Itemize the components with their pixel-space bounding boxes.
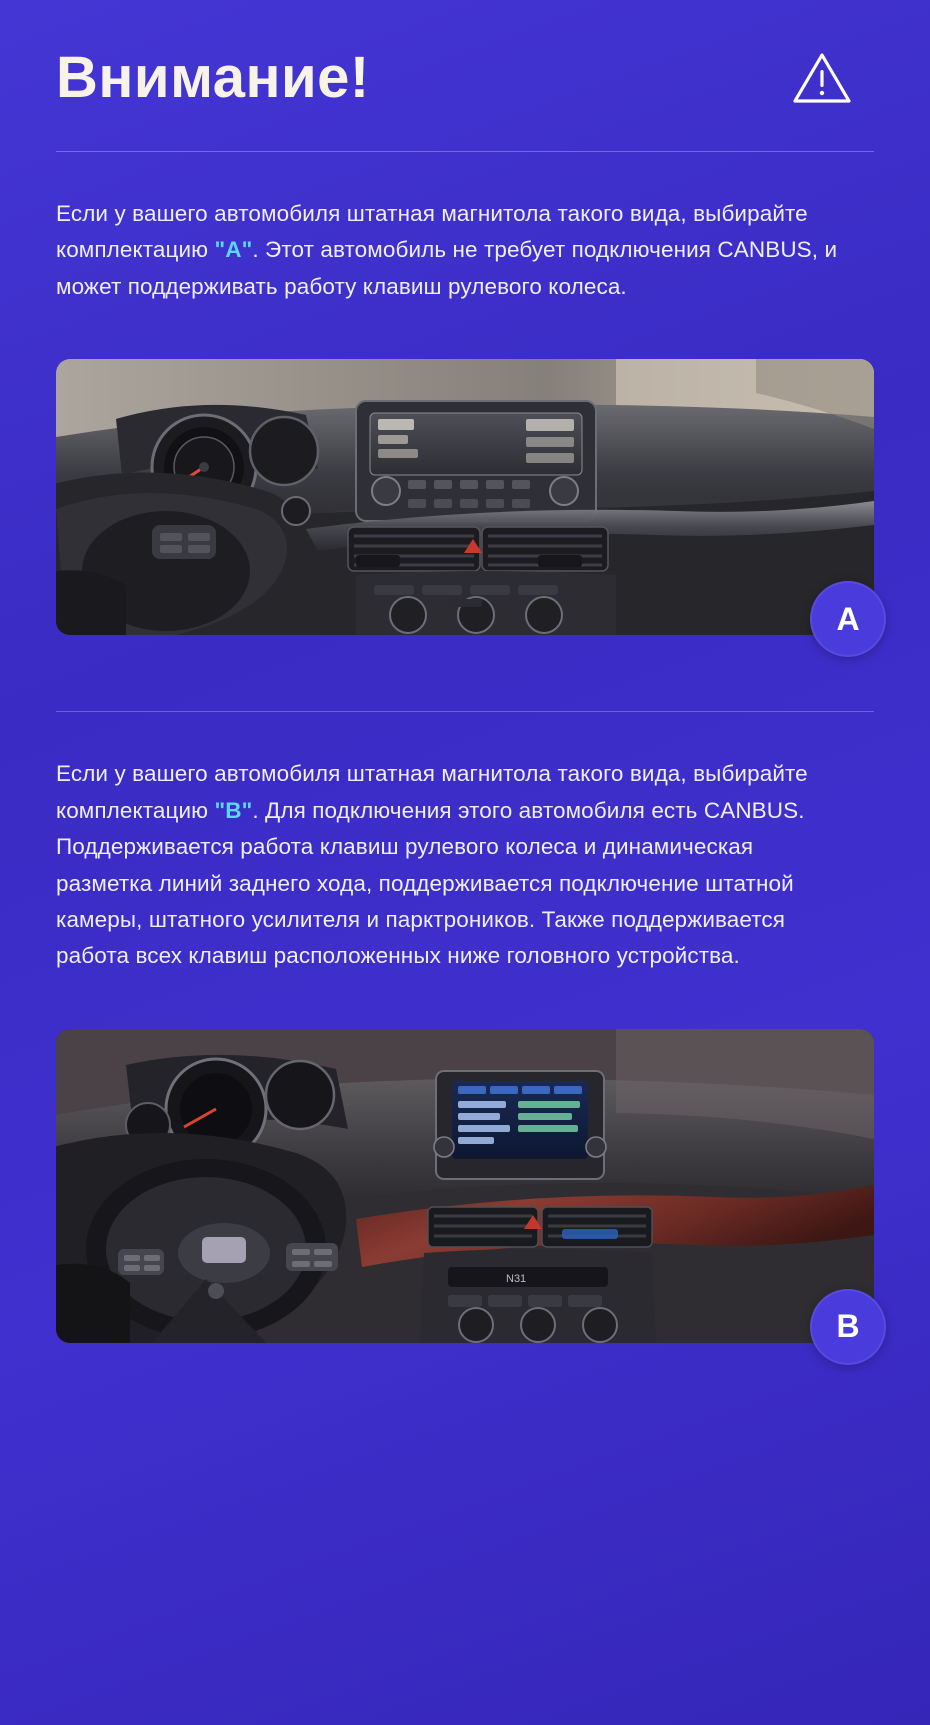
svg-text:N31: N31 xyxy=(506,1272,527,1285)
car-dashboard-photo-variant-a xyxy=(56,359,874,635)
paragraph-variant-b xyxy=(56,756,846,975)
paragraph-a-before: Если у вашего автомобиля штатная магнитола такого вида, выбирайте комплектацию xyxy=(56,200,808,263)
option-label-b: "B" xyxy=(214,797,253,823)
page-title: Внимание! xyxy=(56,45,370,110)
photo-block-variant-b xyxy=(56,1029,874,1343)
section-divider xyxy=(56,711,874,712)
variant-badge-b: B xyxy=(810,1289,886,1365)
variant-badge-a: A xyxy=(810,581,886,657)
paragraph-variant-a xyxy=(56,196,846,305)
option-label-a: "A" xyxy=(214,237,253,263)
paragraph-b-after: . Для подключения этого автомобиля есть CANBUS. Поддерживается работа клавиш рулевого колеса и динамическая разметка линий заднего хода, поддерживается подключение штатной камеры, штатного усилителя и парктроников. Также поддерживается работа всех клавиш расположенных ниже головного устройства. xyxy=(56,797,805,969)
photo-block-variant-a xyxy=(56,359,874,635)
page-header xyxy=(56,0,874,109)
warning-triangle-icon xyxy=(792,51,852,105)
car-dashboard-photo-variant-b xyxy=(56,1029,874,1343)
paragraph-a-after: . Этот автомобиль не требует подключения CANBUS, и может поддерживать работу клавиш рулевого колеса. xyxy=(56,237,838,299)
paragraph-b-before: Если у вашего автомобиля штатная магнитола такого вида, выбирайте комплектацию xyxy=(56,761,808,823)
header-divider xyxy=(56,151,874,152)
